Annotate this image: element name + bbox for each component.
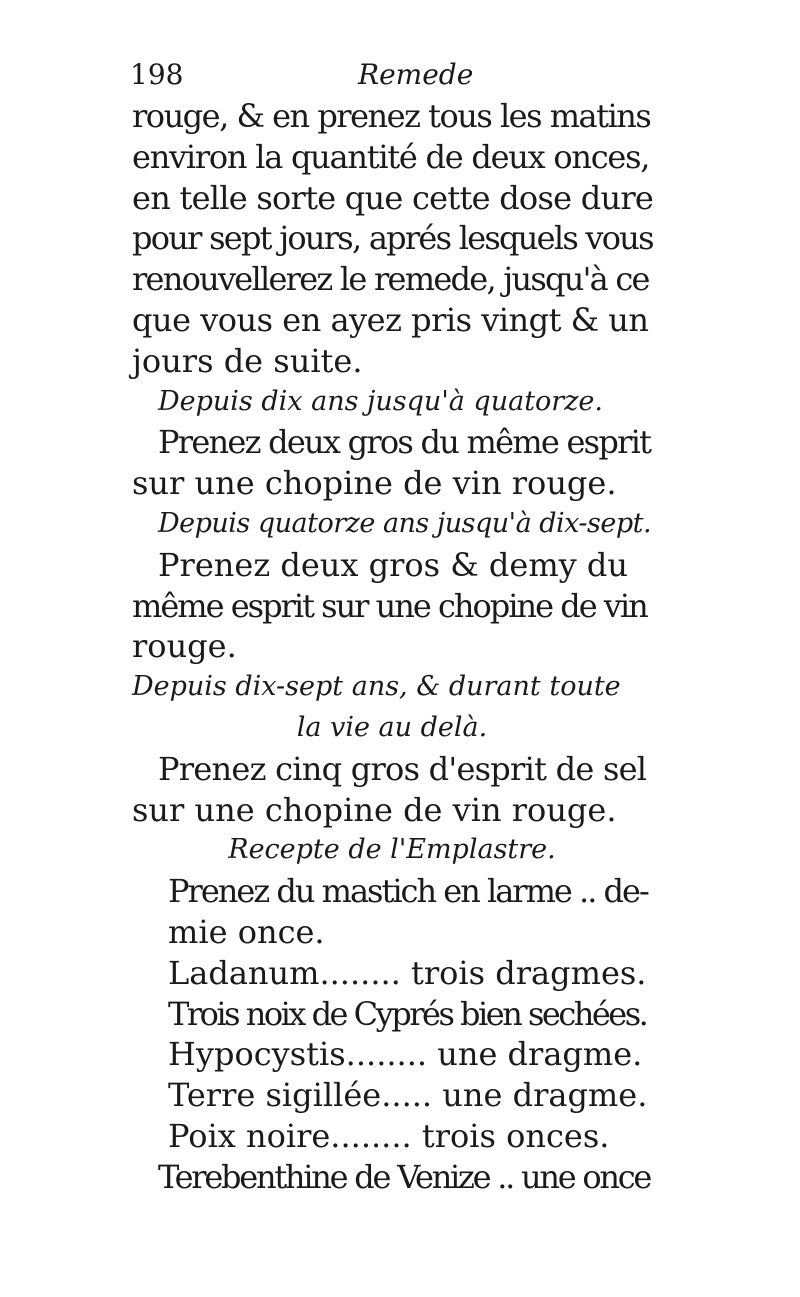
text-line: que vous en ayez pris vingt & un <box>132 300 649 339</box>
text-line: Prenez deux gros du même esprit <box>158 423 651 462</box>
section-heading: Depuis quatorze ans jusqu'à dix-sept. <box>158 507 652 539</box>
recipe-line: Trois noix de Cyprés bien sechées. <box>168 994 647 1033</box>
text-line: rouge. <box>132 627 237 666</box>
text-line: jours de suite. <box>132 341 363 380</box>
recipe-line: Terre sigillée..... une dragme. <box>168 1076 648 1115</box>
page-number: 198 <box>130 58 184 91</box>
section-heading: la vie au delà. <box>296 711 488 743</box>
section-heading: Depuis dix ans jusqu'à quatorze. <box>158 385 603 417</box>
section-heading: Recepte de l'Emplastre. <box>228 834 556 866</box>
recipe-line: Hypocystis........ une dragme. <box>168 1035 643 1074</box>
text-line: sur une chopine de vin rouge. <box>132 790 617 829</box>
text-line: environ la quantité de deux onces, <box>132 137 650 176</box>
text-line: même esprit sur une chopine de vin <box>132 586 647 625</box>
recipe-line: Ladanum........ trois dragmes. <box>168 953 647 992</box>
recipe-line: Terebenthine de Venize .. une once <box>158 1157 651 1196</box>
text-line: pour sept jours, aprés lesquels vous <box>132 219 653 258</box>
text-line: rouge, & en prenez tous les matins <box>132 97 651 135</box>
text-line: renouvellerez le remede, jusqu'à ce <box>132 260 649 299</box>
running-title: Remede <box>358 58 474 91</box>
text-line: Prenez cinq gros d'esprit de sel <box>158 749 647 788</box>
text-line: en telle sorte que cette dose dure <box>132 178 654 217</box>
text-line: sur une chopine de vin rouge. <box>132 464 617 503</box>
page-body <box>132 96 652 1198</box>
recipe-line: Prenez du mastich en larme .. de- <box>168 872 648 911</box>
recipe-line: Poix noire........ trois onces. <box>168 1116 610 1155</box>
text-line: Prenez deux gros & demy du <box>158 545 628 584</box>
section-heading: Depuis dix-sept ans, & durant toute <box>132 671 621 703</box>
recipe-line: mie once. <box>168 912 325 951</box>
